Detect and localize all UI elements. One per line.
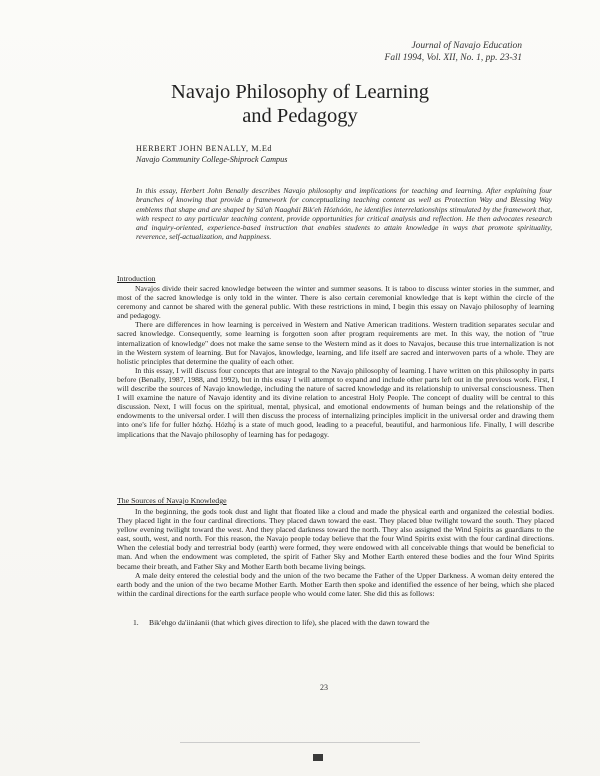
introduction-heading: Introduction <box>117 274 156 283</box>
sources-body <box>117 507 554 598</box>
journal-name: Journal of Navajo Education <box>411 41 522 51</box>
author-block <box>136 143 287 165</box>
journal-header <box>292 40 522 64</box>
introduction-body <box>117 284 554 439</box>
title-line-2: and Pedagogy <box>242 105 358 127</box>
sources-paragraph: A male deity entered the celestial body and the union of the two became the Father of the Upper Darkness. A woman deity entered the earth body and the union of the two became Mother Earth. Mother Earth then spoke and identified the essence of her being, which she placed within the cardinal directions for the earth surface people who would come later. She did this as follows: <box>117 570 554 598</box>
sources-paragraph: In the beginning, the gods took dust and light that floated like a cloud and made the physical earth and organized the celestial bodies. They placed light in the four cardinal directions. They placed dawn toward the east. They placed blue twilight toward the south. They placed yellow evening twilight toward the west. And they placed darkness toward the north. They also assigned the Wind Spirits as guardians to the east, south, west, and north. For this reason, the Navajo people today believe that the four Wind Spirits exist with the four cardinal directions. When the celestial body and terrestrial body (earth) were formed, they were endowed with all conceivable things that would be beneficial to man. And when the endowment was completed, the spirit of Father Sky and Mother Earth entered these bodies and the four Wind Spirits became their breath, and Father Sky and Mother Earth both became living beings. <box>117 507 554 571</box>
page-number: 23 <box>320 683 328 692</box>
list-item <box>133 618 553 627</box>
journal-issue: Fall 1994, Vol. XII, No. 1, pp. 23-31 <box>384 53 522 63</box>
list-item-text: Bik'ehgo da'iináanii (that which gives direction to life), she placed with the dawn toward the <box>149 618 430 627</box>
sources-heading: The Sources of Navajo Knowledge <box>117 496 227 505</box>
scan-artifact-mark <box>313 754 323 761</box>
title-line-1: Navajo Philosophy of Learning <box>171 81 429 103</box>
intro-paragraph: In this essay, I will discuss four concepts that are integral to the Navajo philosophy of learning. I have written on this philosophy in parts before (Benally, 1987, 1988, and 1992), but in this essay I will attempt to expand and include other parts left out in the previous work. First, I will describe the sources of Navajo knowledge, including the nature of sacred knowledge and its relationship to universal consciousness. Then I will examine the nature of Navajo identity and its divine relation to ancestral Holy People. The concept of duality will be central to this discussion. Next, I will focus on the spiritual, mental, physical, and emotional endowments of human beings and the relationship of the endowments to the universal order. I will then discuss the process of internalizing principles implicit in the universal order and drawing them into one's life for fuller hózhǫ́. Hózhǫ́ is a state of much good, leading to a peaceful, beautiful, and harmonious life. Finally, I will describe implications that the Navajo philosophy of learning has for pedagogy. <box>117 365 554 439</box>
article-title <box>150 80 450 128</box>
scan-artifact-line <box>180 742 420 743</box>
intro-paragraph: Navajos divide their sacred knowledge between the winter and summer seasons. It is taboo to discuss winter stories in the summer, and most of the sacred knowledge is only told in the winter. There is also certain ceremonial knowledge that is kept within the circle of the ceremony and cannot be shared with the general public. With these restrictions in mind, I begin this essay on Navajo philosophy of learning and pedagogy. <box>117 284 554 321</box>
abstract: In this essay, Herbert John Benally describes Navajo philosophy and implications for teaching and learning. After explaining four branches of knowing that provide a framework for conceptualizing teaching content as well as Protection Way and Blessing Way emblems that shape and are shaped by Sá'ah Naaghái Bik'eh Hózhóón, he identifies interrelationships stimulated by the framework that, with respect to any particular teaching content, provide opportunities for critical analysis and reflection. He then advocates research and inquiry-oriented, experience-based instruction that enables students to attain knowledge in ways that promote spirituality, reverence, self-actualization, and happiness. <box>136 186 552 242</box>
author-affiliation: Navajo Community College-Shiprock Campus <box>136 155 288 164</box>
author-name: HERBERT JOHN BENALLY, M.Ed <box>136 144 273 153</box>
list-item-number: 1. <box>133 618 139 627</box>
intro-paragraph: There are differences in how learning is perceived in Western and Native American traditions. Western tradition separates secular and sacred knowledge. Consequently, some learning is forgotten soon after program requirements are met. In this way, the notion of "true internalization of knowledge" does not make the same sense to the Western mind as it does to Navajos, because this true internalization is not in the Western system of learning. But for Navajos, knowledge, learning, and life itself are sacred and interwoven parts of a whole. They are holistic principles that determine the quality of each other. <box>117 320 554 366</box>
